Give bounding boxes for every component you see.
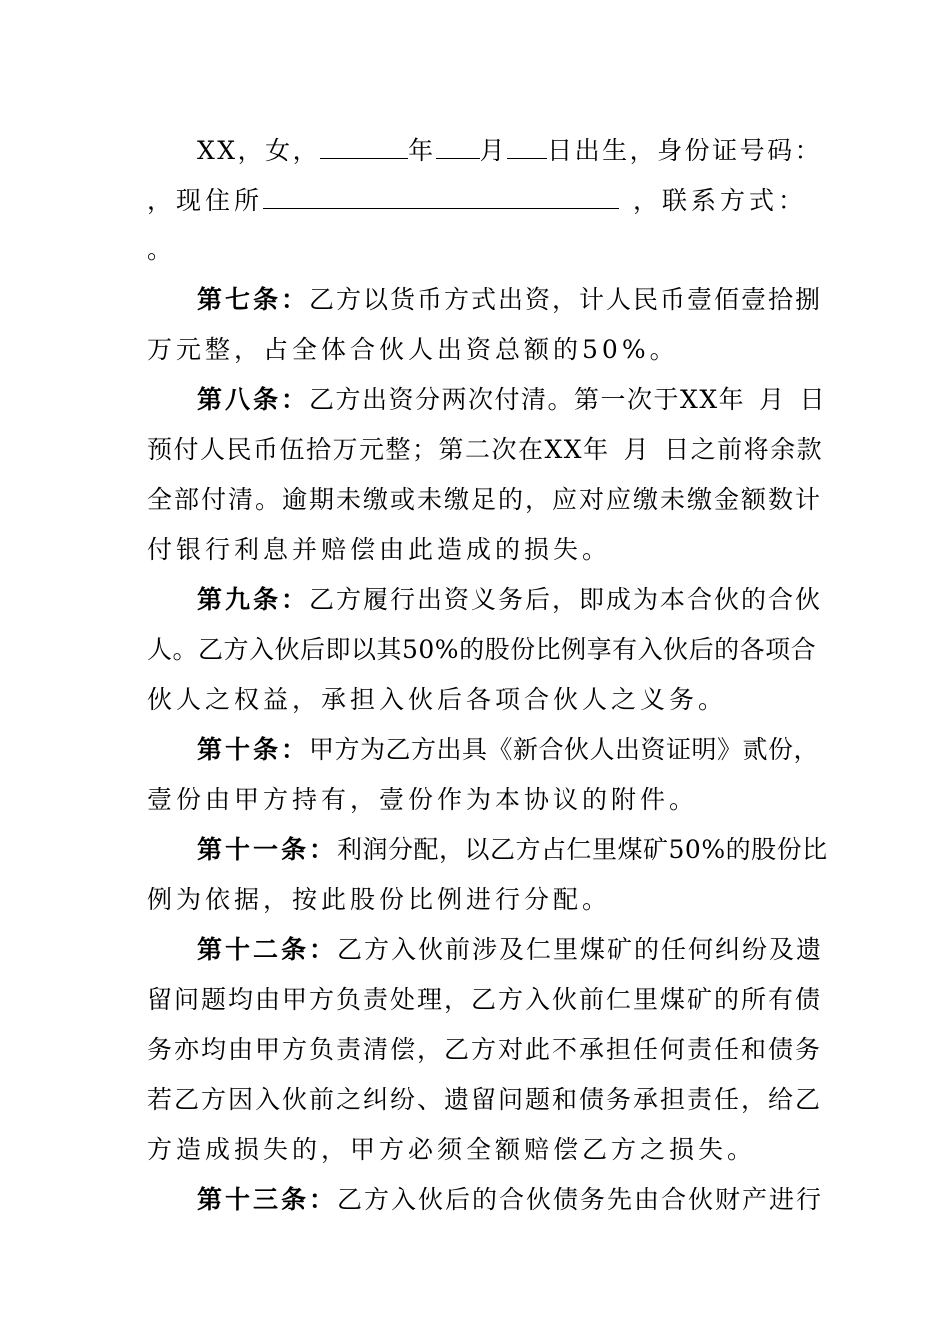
article-text: 甲方为乙方出具《新合伙人出资证明》贰份， bbox=[309, 735, 820, 764]
article-text: 万元整，占全体合伙人出资总额的50%。 bbox=[147, 335, 679, 364]
person-line-1 bbox=[197, 134, 827, 166]
address-label: ，现住所 bbox=[147, 186, 264, 215]
article-text: 月 bbox=[623, 435, 651, 464]
article-text: 务亦均由甲方负责清偿，乙方对此不承担任何责任和债务 bbox=[147, 1035, 823, 1064]
person-gender: 女， bbox=[265, 136, 321, 165]
article-9-line-2 bbox=[147, 634, 827, 666]
day-label: 日出生，身份证号码： bbox=[547, 136, 823, 165]
article-12-line-1 bbox=[197, 934, 827, 966]
article-text: 若乙方因入伙前之纠纷、遗留问题和债务承担责任，给乙 bbox=[147, 1085, 823, 1114]
end-mark: 。 bbox=[147, 235, 177, 264]
contact-label: ，联系方式： bbox=[633, 186, 808, 215]
birth-month-blank bbox=[436, 134, 480, 159]
article-8-line-4 bbox=[147, 534, 827, 566]
person-line-2 bbox=[147, 184, 827, 216]
article-text: 月 bbox=[759, 385, 786, 414]
article-8-line-3 bbox=[147, 484, 827, 516]
article-10-line-1 bbox=[197, 734, 827, 766]
article-9-line-3 bbox=[147, 684, 827, 716]
article-heading: 第十二条： bbox=[197, 935, 338, 964]
article-text: 伙人之权益，承担入伙后各项合伙人之义务。 bbox=[147, 685, 728, 714]
article-text: 预付人民币伍拾万元整；第二次在XX年 bbox=[147, 435, 610, 464]
article-text: 付银行利息并赔偿由此造成的损失。 bbox=[147, 535, 612, 564]
address-blank bbox=[263, 184, 619, 209]
person-line-3 bbox=[147, 234, 827, 266]
article-heading: 第七条： bbox=[197, 285, 310, 314]
article-text: 日 bbox=[799, 385, 827, 414]
birth-day-blank bbox=[507, 134, 547, 159]
article-heading: 第八条： bbox=[197, 385, 310, 414]
article-10-line-2 bbox=[147, 784, 827, 816]
person-name: XX， bbox=[197, 136, 266, 165]
article-text: 利润分配，以乙方占仁里煤矿50%的股份比 bbox=[337, 835, 828, 864]
article-text: 留问题均由甲方负责处理，乙方入伙前仁里煤矿的所有债 bbox=[147, 985, 823, 1014]
article-7-line-1 bbox=[197, 284, 827, 316]
article-8-line-1 bbox=[197, 384, 827, 416]
article-9-line-1 bbox=[197, 584, 827, 616]
article-text: 乙方出资分两次付清。第一次于XX年 bbox=[309, 385, 746, 414]
article-13-line-1 bbox=[197, 1184, 827, 1216]
article-heading: 第十条： bbox=[197, 735, 310, 764]
article-11-line-1 bbox=[197, 834, 827, 866]
article-heading: 第十三条： bbox=[197, 1185, 338, 1214]
article-12-line-4 bbox=[147, 1084, 827, 1116]
article-11-line-2 bbox=[147, 884, 827, 916]
article-heading: 第九条： bbox=[197, 585, 310, 614]
article-12-line-3 bbox=[147, 1034, 827, 1066]
article-heading: 第十一条： bbox=[197, 835, 338, 864]
article-8-line-2 bbox=[147, 434, 827, 466]
article-text: 人。乙方入伙后即以其50%的股份比例享有入伙后的各项合 bbox=[147, 635, 817, 664]
article-7-line-2 bbox=[147, 334, 827, 366]
article-text: 例为依据，按此股份比例进行分配。 bbox=[147, 885, 612, 914]
year-label: 年 bbox=[408, 136, 436, 165]
article-text: 乙方履行出资义务后，即成为本合伙的合伙 bbox=[309, 585, 823, 614]
article-text: 乙方入伙前涉及仁里煤矿的任何纠纷及遗 bbox=[337, 935, 824, 964]
month-label: 月 bbox=[479, 136, 508, 165]
birth-year-blank bbox=[320, 134, 408, 159]
article-text: 日之前将余款 bbox=[664, 435, 824, 464]
article-text: 壹份由甲方持有，壹份作为本协议的附件。 bbox=[147, 785, 699, 814]
article-12-line-2 bbox=[147, 984, 827, 1016]
article-text: 乙方以货币方式出资，计人民币壹佰壹拾捌 bbox=[309, 285, 823, 314]
article-12-line-5 bbox=[147, 1134, 827, 1166]
article-text: 方造成损失的，甲方必须全额赔偿乙方之损失。 bbox=[147, 1135, 757, 1164]
article-text: 乙方入伙后的合伙债务先由合伙财产进行 bbox=[337, 1185, 824, 1214]
article-text: 全部付清。逾期未缴或未缴足的，应对应缴未缴金额数计 bbox=[147, 485, 823, 514]
